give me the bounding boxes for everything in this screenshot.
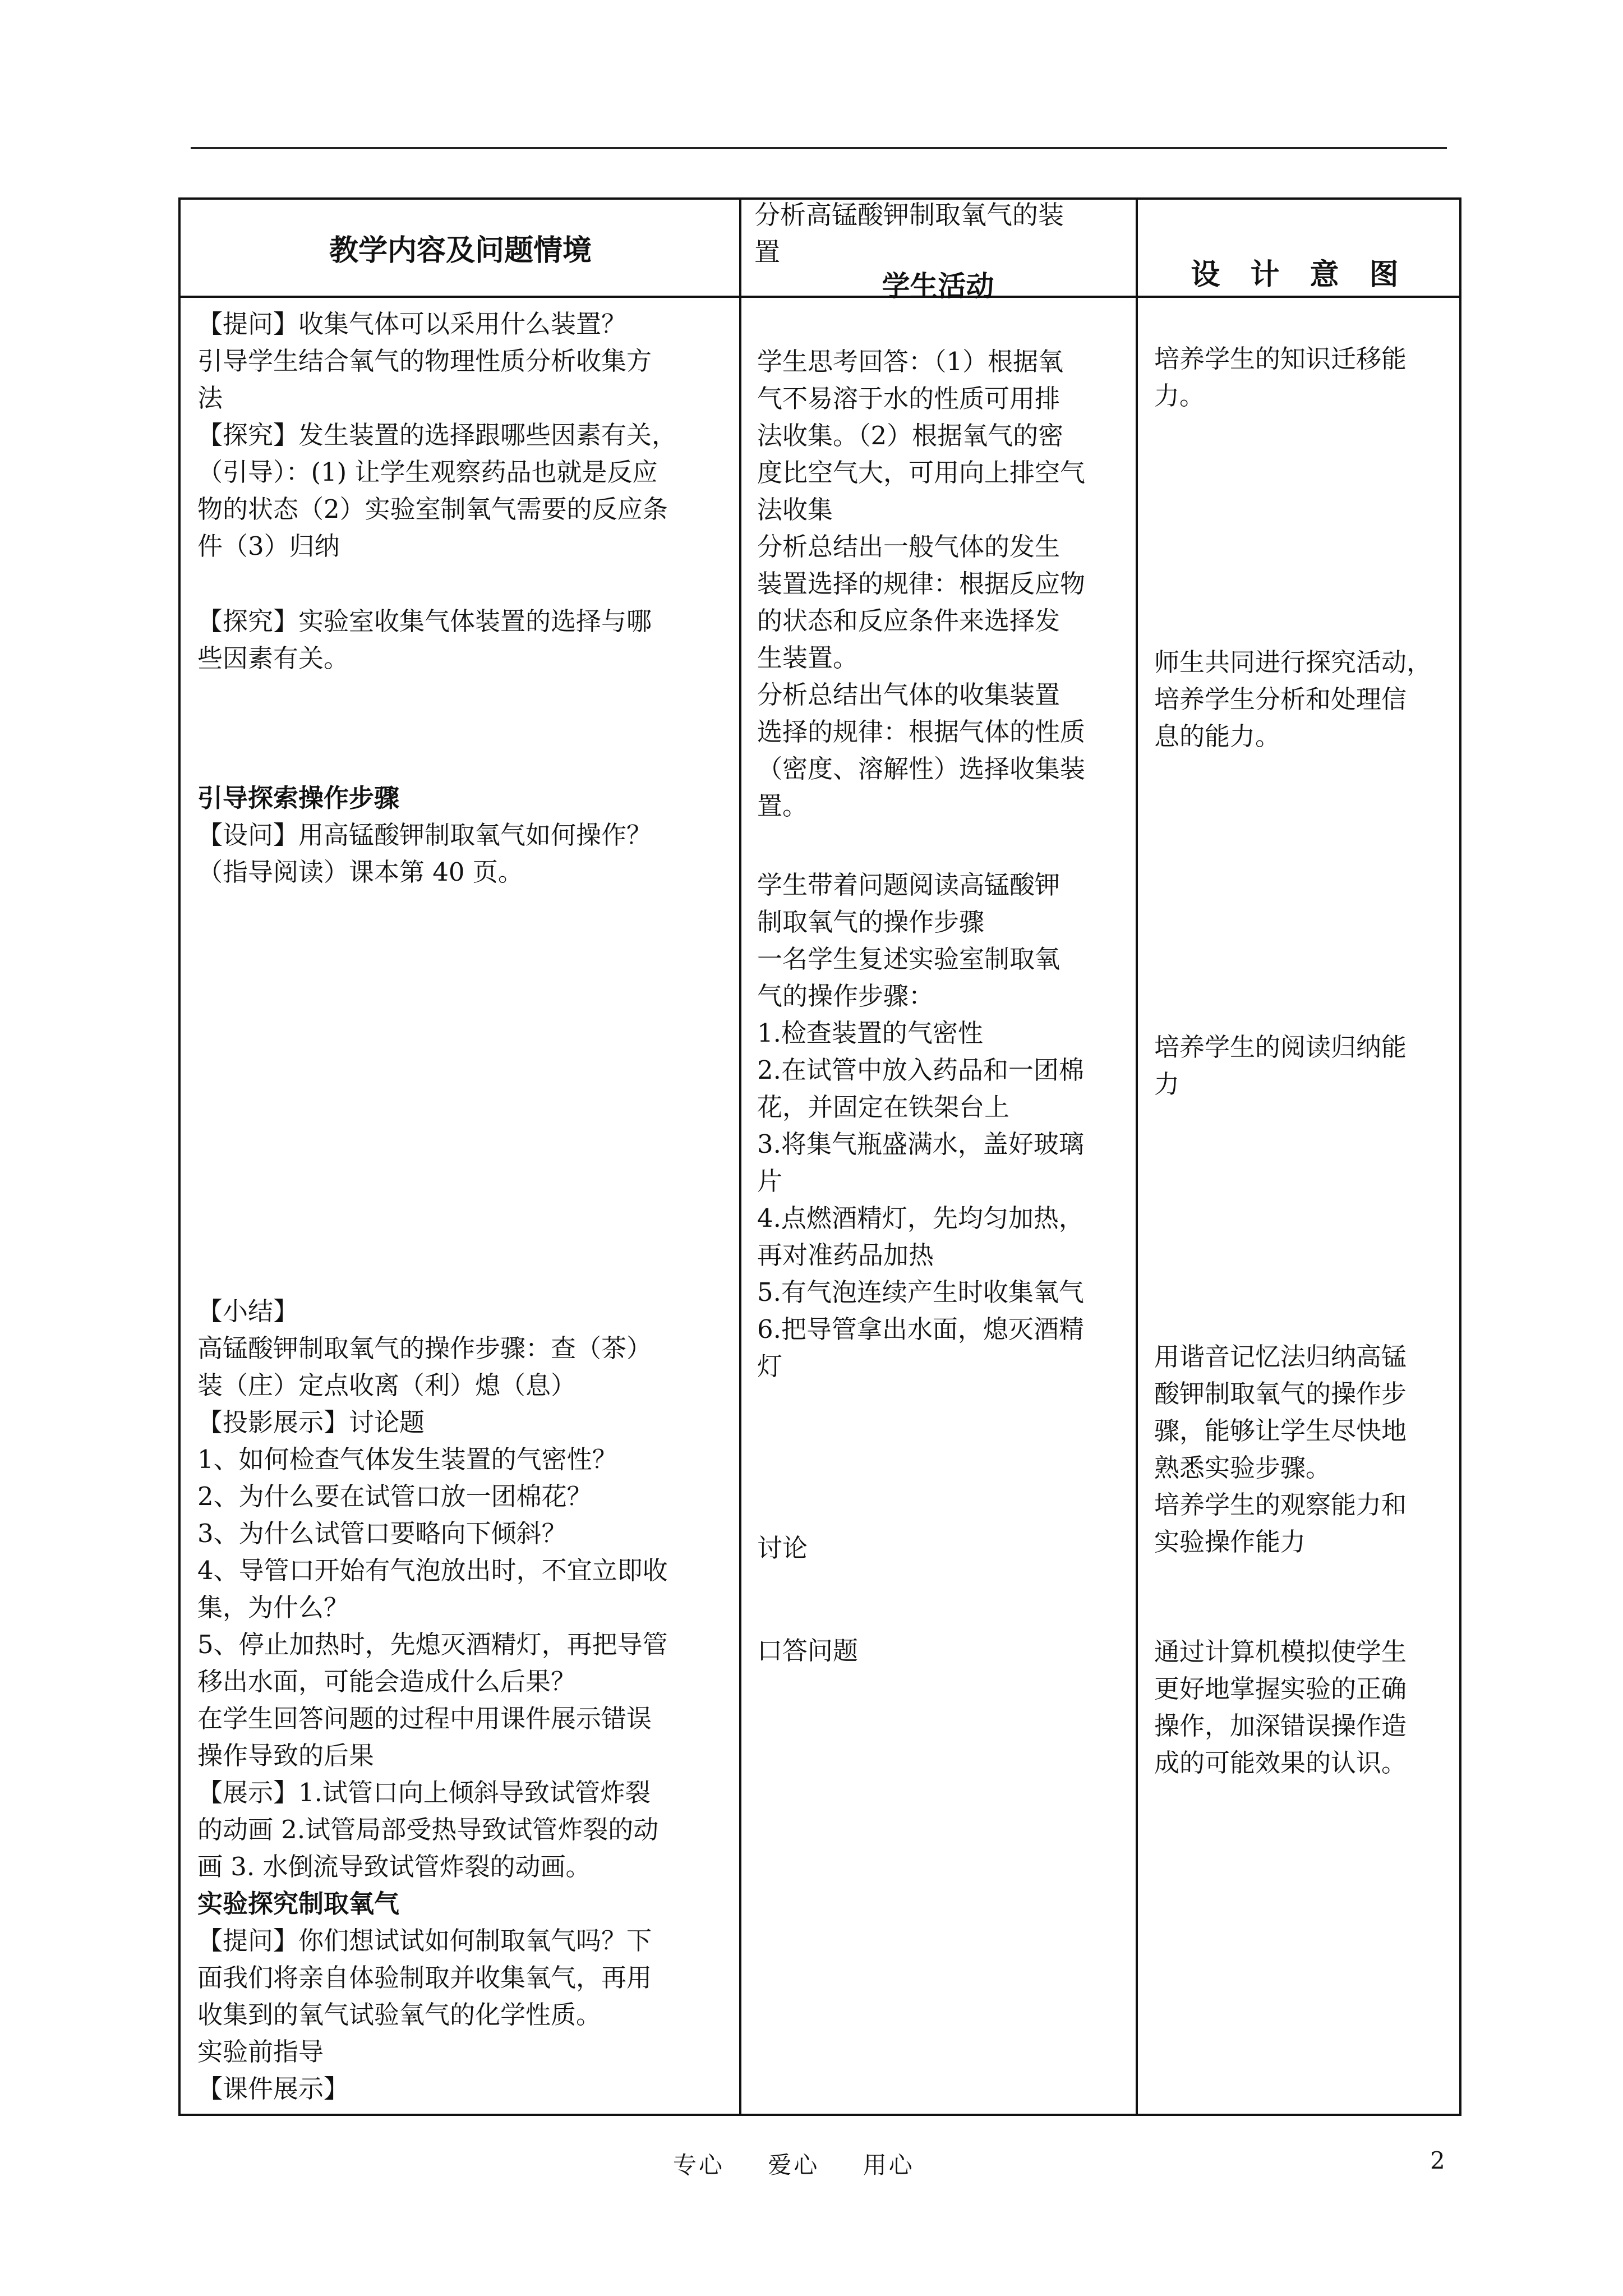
text-line: 再对准药品加热 bbox=[757, 1240, 934, 1270]
text-line: 的动画 2.试管局部受热导致试管炸裂的动 bbox=[197, 1815, 659, 1844]
text-line: 酸钾制取氧气的操作步 bbox=[1154, 1379, 1407, 1409]
col3-text-block bbox=[1154, 341, 1451, 415]
text-line: 培养学生的知识迁移能 bbox=[1154, 344, 1407, 374]
column-divider-1 bbox=[739, 197, 741, 2116]
text-line: 【投影展示】讨论题 bbox=[197, 1407, 425, 1437]
text-line: 度比空气大，可用向上排空气 bbox=[757, 458, 1086, 487]
col2-text-block bbox=[757, 867, 1130, 1385]
text-line: 成的可能效果的认识。 bbox=[1154, 1748, 1407, 1778]
text-line: 移出水面，可能会造成什么后果？ bbox=[197, 1667, 577, 1696]
text-line: 6.把导管拿出水面，熄灭酒精 bbox=[757, 1314, 1084, 1344]
text-line: 4、导管口开始有气泡放出时，不宜立即收 bbox=[197, 1556, 668, 1585]
text-line: 面我们将亲自体验制取并收集氧气，再用 bbox=[197, 1963, 652, 1993]
text-line: 花，并固定在铁架台上 bbox=[757, 1092, 1010, 1122]
col-header-design-intent: 设 计 意 图 bbox=[1191, 257, 1409, 292]
text-line: 件（3）归纳 bbox=[197, 531, 340, 561]
text-line: 集，为什么？ bbox=[197, 1593, 349, 1622]
text-line: 讨论 bbox=[757, 1533, 808, 1563]
text-line: 法收集 bbox=[757, 495, 833, 524]
col1-text-block bbox=[197, 1885, 730, 1922]
text-line: 学生思考回答：（1）根据氧 bbox=[757, 347, 1064, 376]
col3-text-block bbox=[1154, 1634, 1451, 1782]
text-line: 口答问题 bbox=[757, 1636, 859, 1665]
text-line: 骤，能够让学生尽快地 bbox=[1154, 1416, 1407, 1446]
col2-text-block bbox=[757, 343, 1130, 825]
col-header-student-subtitle: 分析高锰酸钾制取氧气的装 置 bbox=[754, 200, 1064, 267]
text-line: 气不易溶于水的性质可用排 bbox=[757, 384, 1061, 413]
col-header-student-activity: 学生活动 bbox=[882, 269, 994, 302]
text-line: 1.检查装置的气密性 bbox=[757, 1018, 983, 1048]
text-line: 【设问】用高锰酸钾制取氧气如何操作？ bbox=[197, 820, 652, 850]
header-rule bbox=[191, 147, 1447, 149]
text-line: 2、为什么要在试管口放一团棉花？ bbox=[197, 1481, 592, 1511]
column-divider-2 bbox=[1136, 197, 1138, 2116]
text-line: 2.在试管中放入药品和一团棉 bbox=[757, 1055, 1084, 1085]
text-line: 5.有气泡连续产生时收集氧气 bbox=[757, 1277, 1084, 1307]
text-line: 【探究】实验室收集气体装置的选择与哪 bbox=[197, 606, 652, 636]
text-line: 引导学生结合氧气的物理性质分析收集方 bbox=[197, 346, 652, 376]
col1-text-block bbox=[197, 780, 730, 817]
col1-text-block bbox=[197, 306, 730, 565]
col1-text-block bbox=[197, 603, 730, 677]
text-line: 3.将集气瓶盛满水，盖好玻璃 bbox=[757, 1129, 1084, 1159]
text-line: 【小结】 bbox=[197, 1296, 299, 1326]
text-line: 气的操作步骤： bbox=[757, 981, 934, 1011]
text-line: 1、如何检查气体发生装置的气密性？ bbox=[197, 1444, 617, 1474]
text-line: 培养学生的阅读归纳能 bbox=[1154, 1032, 1407, 1062]
text-line: 灯 bbox=[757, 1351, 783, 1381]
text-line: 学生带着问题阅读高锰酸钾 bbox=[757, 870, 1061, 900]
col2-text-block bbox=[757, 1530, 1130, 1567]
text-line: 收集到的氧气试验氧气的化学性质。 bbox=[197, 2000, 602, 2030]
text-line: 培养学生分析和处理信 bbox=[1154, 684, 1407, 714]
text-line: 更好地掌握实验的正确 bbox=[1154, 1674, 1407, 1704]
text-line: 画 3. 水倒流导致试管炸裂的动画。 bbox=[197, 1852, 591, 1881]
text-line: 4.点燃酒精灯，先均匀加热， bbox=[757, 1203, 1084, 1233]
text-line: 生装置。 bbox=[757, 643, 859, 673]
text-line: 培养学生的观察能力和 bbox=[1154, 1490, 1407, 1520]
text-line: 的状态和反应条件来选择发 bbox=[757, 606, 1061, 636]
text-line: 【课件展示】 bbox=[197, 2074, 349, 2104]
text-line: 操作导致的后果 bbox=[197, 1741, 375, 1770]
col1-text-block bbox=[197, 1922, 730, 2108]
text-line: 力。 bbox=[1154, 381, 1205, 411]
text-line: 【探究】发生装置的选择跟哪些因素有关， bbox=[197, 420, 677, 450]
text-line: 实验探究制取氧气 bbox=[197, 1889, 400, 1918]
text-line: 制取氧气的操作步骤 bbox=[757, 907, 985, 937]
text-line: 3、为什么试管口要略向下倾斜？ bbox=[197, 1519, 567, 1548]
text-line: 操作，加深错误操作造 bbox=[1154, 1711, 1407, 1741]
text-line: 息的能力。 bbox=[1154, 721, 1281, 751]
text-line: 【提问】收集气体可以采用什么装置？ bbox=[197, 309, 627, 339]
text-line: 力 bbox=[1154, 1069, 1180, 1099]
text-line: 法 bbox=[197, 383, 223, 413]
text-line: 装置选择的规律：根据反应物 bbox=[757, 569, 1086, 599]
text-line: （指导阅读）课本第 40 页。 bbox=[197, 857, 523, 887]
text-line: 选择的规律：根据气体的性质 bbox=[757, 717, 1086, 747]
text-line: 用谐音记忆法归纳高锰 bbox=[1154, 1342, 1407, 1372]
text-line: 师生共同进行探究活动， bbox=[1154, 647, 1432, 677]
col2-text-block bbox=[757, 1632, 1130, 1669]
text-line: 5、停止加热时，先熄灭酒精灯，再把导管 bbox=[197, 1630, 668, 1659]
col1-text-block bbox=[197, 817, 730, 891]
text-line: 置。 bbox=[757, 791, 808, 821]
text-line: （密度、溶解性）选择收集装 bbox=[757, 754, 1086, 784]
text-line: 分析总结出一般气体的发生 bbox=[757, 532, 1061, 562]
text-line: 些因素有关。 bbox=[197, 643, 349, 673]
text-line: （引导）：(1) 让学生观察药品也就是反应 bbox=[197, 457, 658, 487]
page-number: 2 bbox=[1430, 2147, 1445, 2174]
col1-text-block bbox=[197, 1293, 730, 1885]
text-line: 实验前指导 bbox=[197, 2037, 324, 2067]
text-line: 【展示】1.试管口向上倾斜导致试管炸裂 bbox=[197, 1778, 651, 1807]
text-line: 熟悉实验步骤。 bbox=[1154, 1453, 1331, 1483]
col3-text-block bbox=[1154, 1029, 1451, 1103]
col3-text-block bbox=[1154, 1338, 1451, 1561]
text-line: 物的状态（2）实验室制氧气需要的反应条 bbox=[197, 494, 668, 524]
text-line: 片 bbox=[757, 1166, 783, 1196]
footer-motto: 专心 爱心 用心 bbox=[673, 2151, 915, 2179]
text-line: 通过计算机模拟使学生 bbox=[1154, 1637, 1407, 1667]
col3-text-block bbox=[1154, 644, 1451, 755]
col-header-teaching-content: 教学内容及问题情境 bbox=[329, 233, 592, 268]
text-line: 装（庄）定点收离（利）熄（息） bbox=[197, 1370, 577, 1400]
text-line: 【提问】你们想试试如何制取氧气吗？下 bbox=[197, 1926, 652, 1955]
text-line: 分析总结出气体的收集装置 bbox=[757, 680, 1061, 710]
text-line: 实验操作能力 bbox=[1154, 1527, 1306, 1557]
text-line: 高锰酸钾制取氧气的操作步骤：查（茶） bbox=[197, 1333, 652, 1363]
text-line: 引导探索操作步骤 bbox=[197, 783, 400, 813]
text-line: 法收集。（2）根据氧气的密 bbox=[757, 421, 1064, 450]
text-line: 在学生回答问题的过程中用课件展示错误 bbox=[197, 1704, 652, 1733]
text-line: 一名学生复述实验室制取氧 bbox=[757, 944, 1061, 974]
